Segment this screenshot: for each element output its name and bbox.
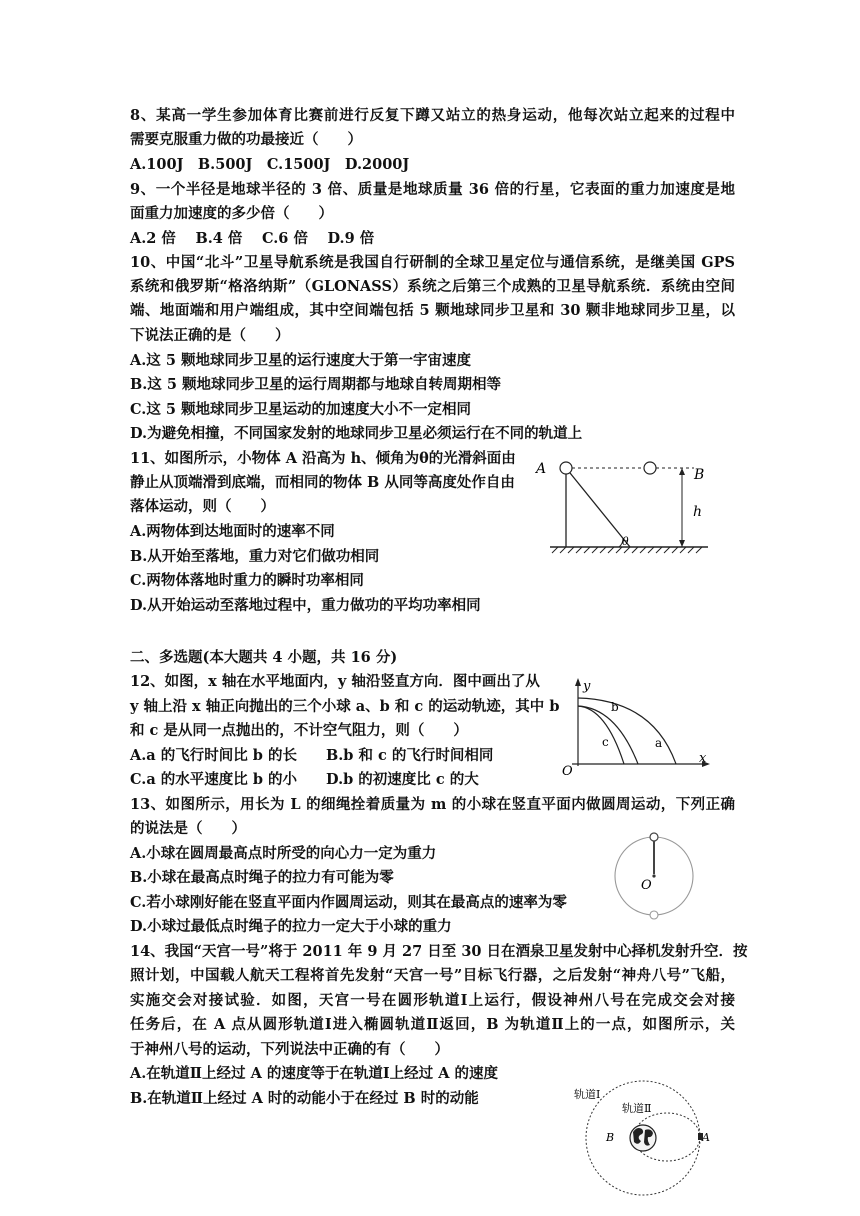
q11-line2: 静止从顶端滑到底端，而相同的物体 B 从同等高度处作自由 [130, 474, 515, 491]
orbit-label-orbit2: 轨道Ⅱ [622, 1102, 652, 1115]
q13-option-d: D.小球过最低点时绳子的拉力一定大于小球的重力 [130, 918, 452, 935]
q12-line2: y 轴上沿 x 轴正向抛出的三个小球 a、b 和 c 的运动轨迹，其中 b [130, 698, 560, 715]
q8-line2: 需要克服重力做的功最接近（ ） [130, 131, 362, 148]
q8-line1: 8、某高一学生参加体育比赛前进行反复下蹲又站立的热身运动，他每次站立起来的过程中 [130, 107, 735, 124]
q13-option-a: A.小球在圆周最高点时所受的向心力一定为重力 [130, 845, 437, 862]
incline-label-theta: θ [622, 535, 629, 548]
projectile-label-c: c [602, 735, 609, 749]
q13-option-c: C.若小球刚好能在竖直平面内作圆周运动，则其在最高点的速率为零 [130, 894, 567, 911]
orbit-label-a: A [702, 1131, 710, 1144]
q13-line2: 的说法是（ ） [130, 820, 246, 837]
q10-line1: 10、中国“北斗”卫星导航系统是我国自行研制的全球卫星定位与通信系统，是继美国 GPS [130, 254, 735, 271]
q10-line2: 系统和俄罗斯“格洛纳斯”（GLONASS）系统之后第三个成熟的卫星导航系统．系统由空间 [130, 278, 735, 295]
q12-line1: 12、如图，x 轴在水平地面内，y 轴沿竖直方向．图中画出了从 [130, 673, 540, 690]
q13-option-b: B.小球在最高点时绳子的拉力有可能为零 [130, 869, 394, 886]
q14-line4: 任务后，在 A 点从圆形轨道Ⅰ进入椭圆轨道Ⅱ返回，B 为轨道Ⅱ上的一点，如图所示，关 [130, 1016, 735, 1033]
q11-option-c: C.两物体落地时重力的瞬时功率相同 [130, 572, 364, 589]
incline-figure [530, 452, 730, 564]
projectile-label-y: y [583, 679, 591, 694]
q10-line3: 端、地面端和用户端组成，其中空间端包括 5 颗地球同步卫星和 30 颗非地球同步卫星，以 [130, 302, 735, 319]
circle-figure [608, 828, 704, 924]
q11-option-d: D.从开始运动至落地过程中，重力做功的平均功率相同 [130, 597, 481, 614]
projectile-label-a: a [655, 736, 663, 750]
q14-option-b: B.在轨道Ⅱ上经过 A 时的动能小于在经过 B 时的动能 [130, 1090, 479, 1107]
q10-line4: 下说法正确的是（ ） [130, 327, 290, 344]
q10-option-b: B.这 5 颗地球同步卫星的运行周期都与地球自转周期相等 [130, 376, 501, 393]
q11-option-b: B.从开始至落地，重力对它们做功相同 [130, 548, 380, 565]
orbit-label-b: B [606, 1131, 615, 1144]
q9-line1: 9、一个半径是地球半径的 3 倍、质量是地球质量 36 倍的行星，它表面的重力加速度是地 [130, 181, 735, 198]
q11-line3: 落体运动，则（ ） [130, 498, 275, 515]
q11-option-a: A.两物体到达地面时的速率不同 [130, 523, 335, 540]
orbit-figure [570, 1080, 730, 1202]
q11-line1: 11、如图所示，小物体 A 沿高为 h、倾角为θ的光滑斜面由 [130, 450, 516, 467]
section-2-title: 二、多选题(本大题共 4 小题，共 16 分) [130, 649, 398, 666]
q14-line1: 14、我国“天宫一号”将于 2011 年 9 月 27 日至 30 日在酒泉卫星发射中心择机发射升空．按 [130, 943, 748, 960]
projectile-label-x: x [699, 751, 707, 766]
orbit-label-orbit1: 轨道Ⅰ [574, 1088, 601, 1101]
q10-option-a: A.这 5 颗地球同步卫星的运行速度大于第一宇宙速度 [130, 352, 471, 369]
q12-options-1: A.a 的飞行时间比 b 的长 B.b 和 c 的飞行时间相同 [130, 747, 494, 764]
circle-label-o: O [641, 878, 652, 893]
incline-label-a: A [536, 461, 547, 477]
q14-line5: 于神州八号的运动，下列说法中正确的有（ ） [130, 1041, 449, 1058]
projectile-label-b: b [611, 700, 619, 714]
q14-line2: 照计划，中国载人航天工程将首先发射“天宫一号”目标飞行器，之后发射“神舟八号”飞船， [130, 967, 735, 984]
incline-label-b: B [694, 467, 705, 483]
q14-line3: 实施交会对接试验．如图，天宫一号在圆形轨道Ⅰ上运行，假设神州八号在完成交会对接 [130, 992, 735, 1009]
q14-option-a: A.在轨道Ⅱ上经过 A 的速度等于在轨道Ⅰ上经过 A 的速度 [130, 1065, 498, 1082]
projectile-figure [558, 676, 718, 780]
q13-line1: 13、如图所示，用长为 L 的细绳拴着质量为 m 的小球在竖直平面内做圆周运动，下列正确 [130, 796, 735, 813]
q9-options: A.2 倍 B.4 倍 C.6 倍 D.9 倍 [130, 230, 375, 247]
q10-option-c: C.这 5 颗地球同步卫星运动的加速度大小不一定相同 [130, 401, 472, 418]
q8-options: A.100J B.500J C.1500J D.2000J [130, 156, 410, 173]
q9-line2: 面重力加速度的多少倍（ ） [130, 205, 333, 222]
q10-option-d: D.为避免相撞，不同国家发射的地球同步卫星必须运行在不同的轨道上 [130, 425, 583, 442]
q12-options-2: C.a 的水平速度比 b 的小 D.b 的初速度比 c 的大 [130, 771, 479, 788]
q12-line3: 和 c 是从同一点抛出的，不计空气阻力，则（ ） [130, 722, 468, 739]
projectile-label-o: O [562, 764, 573, 779]
incline-label-h: h [693, 504, 703, 520]
